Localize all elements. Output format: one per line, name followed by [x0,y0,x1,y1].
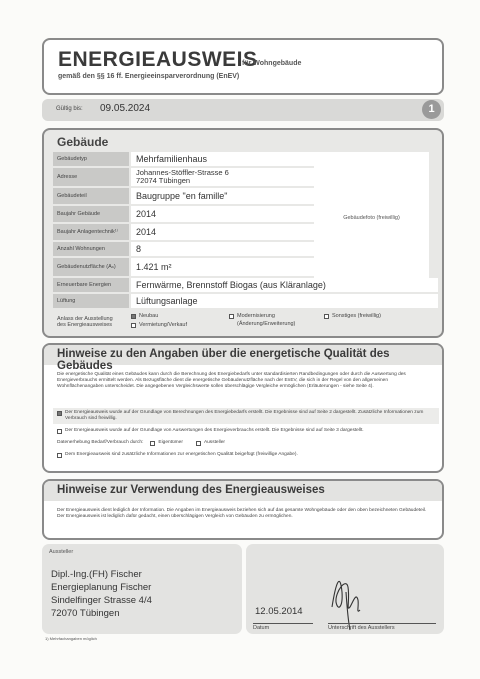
row-label: Gebäudenutzfläche (Aₙ) [53,258,129,276]
checkbox[interactable] [229,314,234,319]
document-subtitle: für Wohngebäude [242,60,302,67]
row-label: Baujahr Anlagentechnik¹⁾ [53,224,129,240]
aussteller-label: Aussteller [203,440,225,445]
document-title: ENERGIEAUSWEIS [58,48,258,71]
row-value: 2014 [131,224,321,240]
row-value: 1.421 m² [131,258,321,276]
checkbox-checked[interactable] [131,314,136,319]
checkbox[interactable] [57,453,62,458]
footnote: 1) Mehrfachangaben möglich [45,636,97,641]
option-label: Sonstiges (freiwillig) [332,313,381,319]
date-label: Datum [253,623,313,631]
row-value [131,168,321,186]
datenerhebung-label: Datenerhebung Bedarf/Verbrauch durch: [57,440,144,445]
address-street: Johannes-Stöffler-Strasse 6 [136,168,229,177]
signature-box [246,544,444,634]
issuer-line: Dipl.-Ing.(FH) Fischer [51,569,142,580]
signature-label: Unterschrift des Ausstellers [328,623,436,631]
page-number-badge: 1 [422,100,441,119]
checkbox-checked[interactable] [57,411,62,416]
option-bedarf[interactable] [53,408,439,424]
row-value: 8 [131,242,321,256]
option-verbrauch[interactable] [57,428,435,434]
section-header-bar [44,345,442,372]
eigentuemer-label: Eigentümer [158,440,183,445]
anlass-option-neubau[interactable] [131,313,158,319]
checkbox[interactable] [131,323,136,328]
anlass-option-vermietung[interactable] [131,322,187,328]
date-value: 12.05.2014 [255,606,303,617]
issuer-line: 72070 Tübingen [51,608,120,619]
issuer-label: Aussteller [49,549,74,555]
row-value: Fernwärme, Brennstoff Biogas (aus Kläranlage) [131,278,438,292]
law-reference: gemäß den §§ 16 ff. Energieeinsparverordnung (EnEV) [58,73,240,80]
anlass-label-line1: Anlass der Ausstellung [57,316,113,322]
anlass-label-line2: des Energieausweises [57,322,113,328]
option-text: Dem Energieausweis sind zusätzliche Informationen zur energetischen Qualität beigefügt (freiwillige Angabe). [65,452,298,457]
building-section [42,128,444,338]
valid-until-value: 09.05.2024 [100,103,151,114]
option-label-group [237,313,295,327]
option-zusatz[interactable] [57,452,435,458]
option-label: Modernisierung [237,313,275,319]
row-label: Baujahr Gebäude [53,206,129,222]
checkbox[interactable] [57,429,62,434]
row-label: Lüftung [53,294,129,308]
row-value: Lüftungsanlage [131,294,438,308]
header-box [42,38,444,95]
building-section-title: Gebäude [57,135,109,149]
row-label [53,311,129,333]
checkbox[interactable] [196,441,201,446]
row-lueftung [53,294,438,308]
row-label: Gebäudetyp [53,152,129,166]
usage-notes-text: Der Energieausweis dient lediglich der Information. Die Angaben im Energieausweis beziehen sich auf das gesamte Wohngebäude oder den oben bezeichneten Gebäudeteil. Der Energieausweis ist lediglich dafür gedacht, einen überschlägigen Vergleich von Gebäuden zu ermöglichen. [57,508,427,520]
quality-notes-section [42,343,444,473]
option-text: Der Energieausweis wurde auf der Grundlage von Berechnungen des Energiebedarfs erstellt. Die Ergebnisse sind auf Seite 2 dargestellt. Zusätzliche Informationen zum Verbrauch sind freiwillig. [65,410,424,422]
row-value: Baugruppe "en famille" [131,188,321,204]
validity-bar [42,99,444,121]
quality-notes-title: Hinweise zu den Angaben über die energetische Qualität des Gebäudes [57,348,390,372]
issuer-line: Sindelfinger Strasse 4/4 [51,595,152,606]
quality-notes-intro: Die energetische Qualität eines Gebäudes kann durch die Berechnung des Energiebedarfs unter standardisierten Randbedingungen oder durch die Auswertung des Energieverbrauchs ermittelt werden. Als Bezugsfläche dient die energetische Gebäudenutzfläche nach der EnEV, die sich in der Regel von den allgemeinen Wohnflächenangaben unterscheidet. Die angegebenen Vergleichswerte sollen überschlägige Vergleiche ermöglichen (Erläuterungen - siehe Seite 4). [57,372,406,390]
anlass-option-sonstiges[interactable] [324,313,381,319]
option-label: Vermietung/Verkauf [139,322,188,328]
issuer-line: Energieplanung Fischer [51,582,152,593]
datenerhebung-row [57,440,435,446]
option-label-sub: (Änderung/Erweiterung) [237,321,296,327]
option-label: Neubau [139,313,159,319]
checkbox[interactable] [150,441,155,446]
address-city: 72074 Tübingen [136,176,191,185]
row-label: Erneuerbare Energien [53,278,129,292]
row-label: Adresse [53,168,129,186]
building-photo-placeholder: Gebäudefoto (freiwillig) [314,152,429,284]
valid-until-label: Gültig bis: [56,106,83,112]
row-label: Gebäudeteil [53,188,129,204]
row-label: Anzahl Wohnungen [53,242,129,256]
anlass-option-modernisierung[interactable] [229,313,295,327]
handwritten-signature [326,552,366,632]
section-header-bar [44,481,442,501]
checkbox[interactable] [324,314,329,319]
issuer-box [42,544,242,634]
option-text: Der Energieausweis wurde auf der Grundlage von Auswertungen des Energieverbrauchs erstellt. Die Ergebnisse sind auf Seite 3 dargestellt. [65,428,364,433]
row-value: Mehrfamilienhaus [131,152,321,166]
usage-notes-title: Hinweise zur Verwendung des Energieausweises [57,484,325,496]
usage-notes-section [42,479,444,540]
row-value: 2014 [131,206,321,222]
row-erneuerbare-energien [53,278,438,292]
